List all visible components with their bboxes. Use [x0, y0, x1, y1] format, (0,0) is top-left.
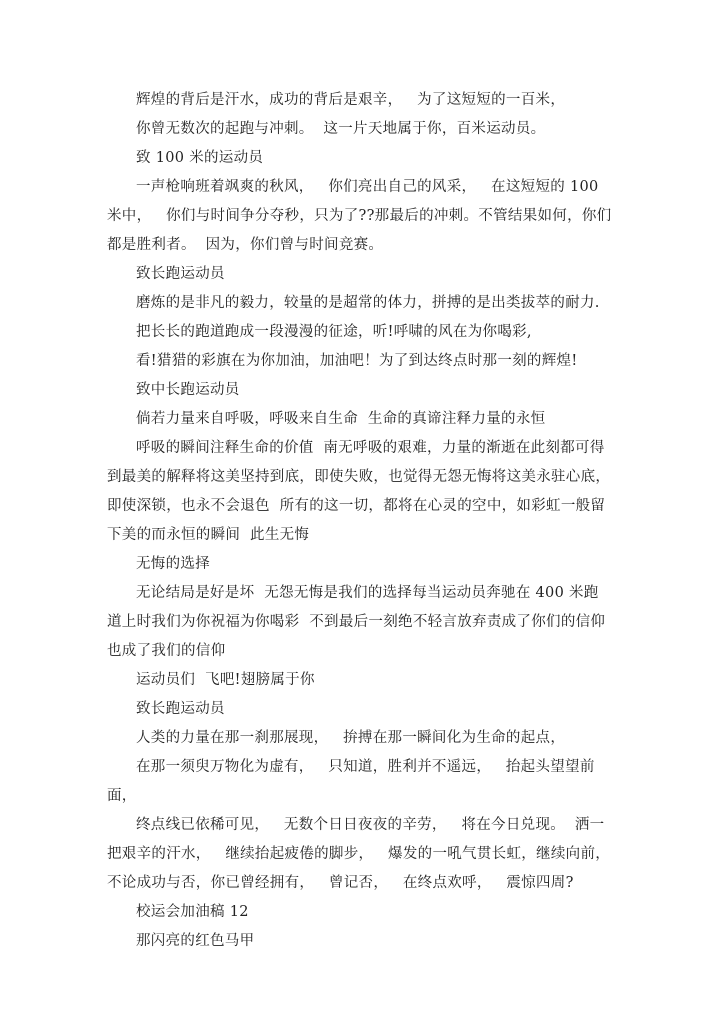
paragraph-20: 那闪亮的红色马甲 — [136, 933, 255, 949]
section-heading-cheer-12: 校运会加油稿 12 — [136, 904, 249, 920]
paragraph-2: 你曾无数次的起跑与冲刺。 这一片天地属于你，百米运动员。 — [136, 121, 546, 137]
section-heading-long-distance-2: 致长跑运动员 — [136, 701, 225, 717]
section-heading-no-regret: 无悔的选择 — [136, 556, 210, 572]
paragraph-1: 辉煌的背后是汗水，成功的背后是艰辛， 为了这短短的一百米， — [136, 92, 566, 108]
document-body — [107, 86, 616, 956]
section-heading-middle-distance: 致中长跑运动员 — [136, 382, 240, 398]
paragraph-18: 终点线已依稀可见， 无数个日日夜夜的辛劳， 将在今日兑现。 洒一把艰辛的汗水， 继续抬起疲倦的脚步， 爆发的一吼气贯长虹，继续向前，不论成功与否，你已曾经拥有， 曾记否， 在终点欢呼， 震惊四周? — [107, 817, 611, 891]
paragraph-10: 倘若力量来自呼吸，呼吸来自生命 生命的真谛注释力量的永恒 — [136, 411, 546, 427]
paragraph-13: 无论结局是好是坏 无怨无悔是我们的选择每当运动员奔驰在 400 米跑道上时我们为你祝福为你喝彩 不到最后一刻绝不轻言放弃责成了你们的信仰 也成了我们的信仰 — [107, 585, 616, 659]
paragraph-17: 在那一须臾万物化为虚有， 只知道，胜利并不遥远， 抬起头望望前面， — [107, 759, 595, 804]
paragraph-6: 磨炼的是非凡的毅力，较量的是超常的体力，拼搏的是出类拔萃的耐力. — [136, 295, 600, 311]
paragraph-8: 看!猎猎的彩旗在为你加油，加油吧！为了到达终点时那一刻的辉煌! — [136, 353, 578, 369]
section-heading-long-distance: 致长跑运动员 — [136, 266, 225, 282]
paragraph-11: 呼吸的瞬间注释生命的价值 南无呼吸的艰难，力量的渐逝在此刻都可得到最美的解释将这美坚持到底，即使失败，也觉得无怨无悔将这美永驻心底，即使深锁，也永不会退色 所有的这一切，都将在心灵的空中，如彩虹一般留下美的而永恒的瞬间 此生无悔 — [107, 440, 611, 543]
paragraph-4: 一声枪响班着飒爽的秋风， 你们亮出自己的风采， 在这短短的 100 米中， 你们与时间争分夺秒，只为了??那最后的冲刺。不管结果如何，你们都是胜利者。 因为，你们曾与时间竞赛。 — [107, 179, 612, 253]
paragraph-7: 把长长的跑道跑成一段漫漫的征途，听!呼啸的风在为你喝彩, — [136, 324, 532, 340]
section-heading-100m: 致 100 米的运动员 — [136, 150, 264, 166]
paragraph-14: 运动员们 飞吧!翅膀属于你 — [136, 672, 315, 688]
paragraph-16: 人类的力量在那一刹那展现， 拚搏在那一瞬间化为生命的起点， — [136, 730, 566, 746]
